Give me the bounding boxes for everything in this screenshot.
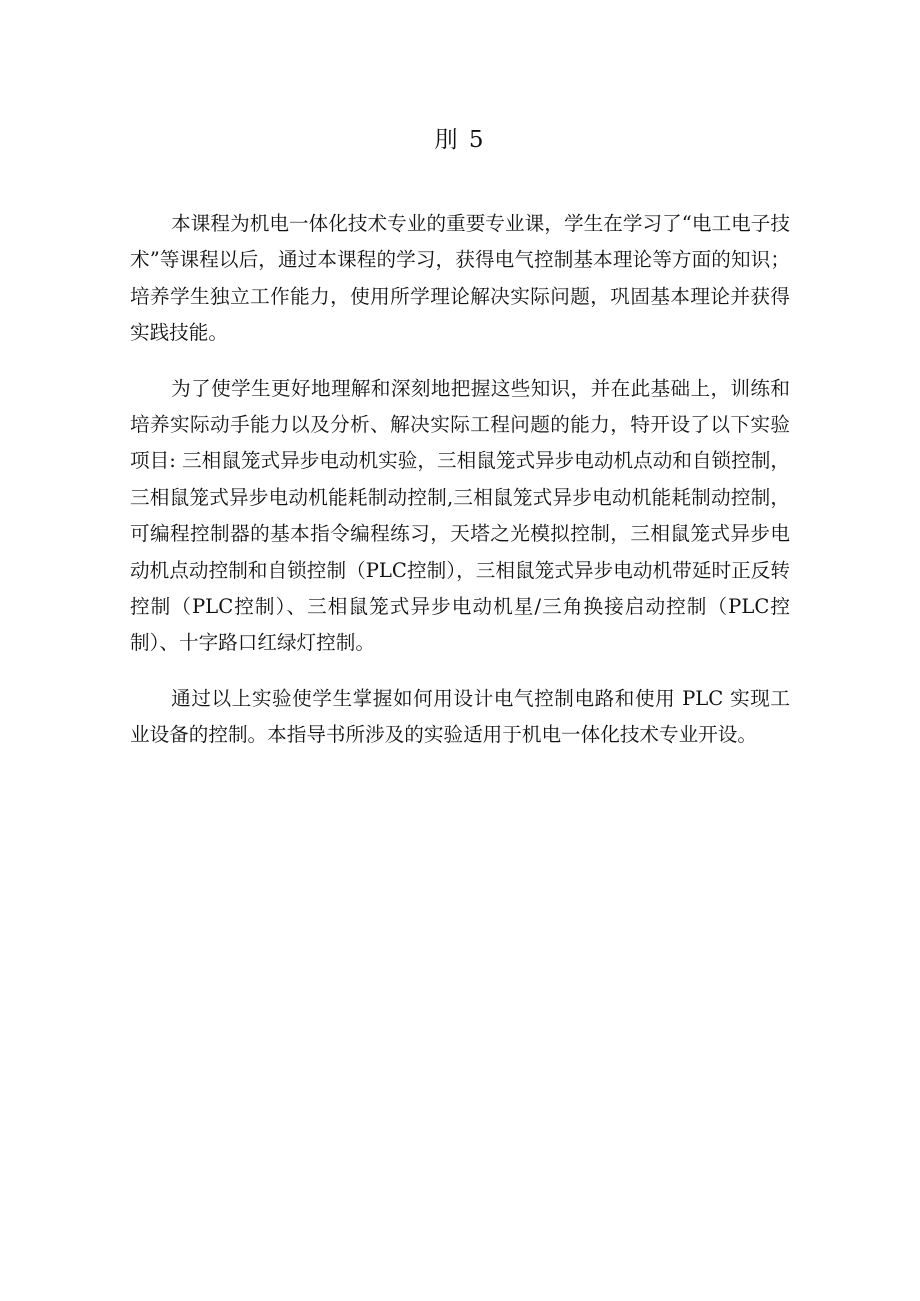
body-text xyxy=(130,206,790,773)
page-title: 刖 5 xyxy=(434,127,486,153)
paragraph-conclusion: 通过以上实验使学生掌握如何用设计电气控制电路和使用 PLC 实现工业设备的控制。本指导书所涉及的实验适用于机电一体化技术专业开设。 xyxy=(130,686,790,747)
paragraph-intro: 本课程为机电一体化技术专业的重要专业课，学生在学习了“电工电子技术”等课程以后，通过本课程的学习，获得电气控制基本理论等方面的知识；培养学生独立工作能力，使用所学理论解决实际问题，巩固基本理论并获得实践技能。 xyxy=(130,212,790,345)
paragraph-experiments: 为了使学生更好地理解和深刻地把握这些知识，并在此基础上，训练和培养实际动手能力以及分析、解决实际工程问题的能力，特开设了以下实验项目: 三相鼠笼式异步电动机实验，三相鼠笼式异步电动机点动和自锁控制，三相鼠笼式异步电动机能耗制动控制,三相鼠笼式异步电动机能耗制动控制，可编程控制器的基本指令编程练习，天塔之光模拟控制，三相鼠笼式异步电动机点动控制和自锁控制（PLC控制），三相鼠笼式异步电动机带延时正反转控制（PLC控制）、三相鼠笼式异步电动机星/三角换接启动控制（PLC控制）、十字路口红绿灯控制。 xyxy=(130,376,790,655)
